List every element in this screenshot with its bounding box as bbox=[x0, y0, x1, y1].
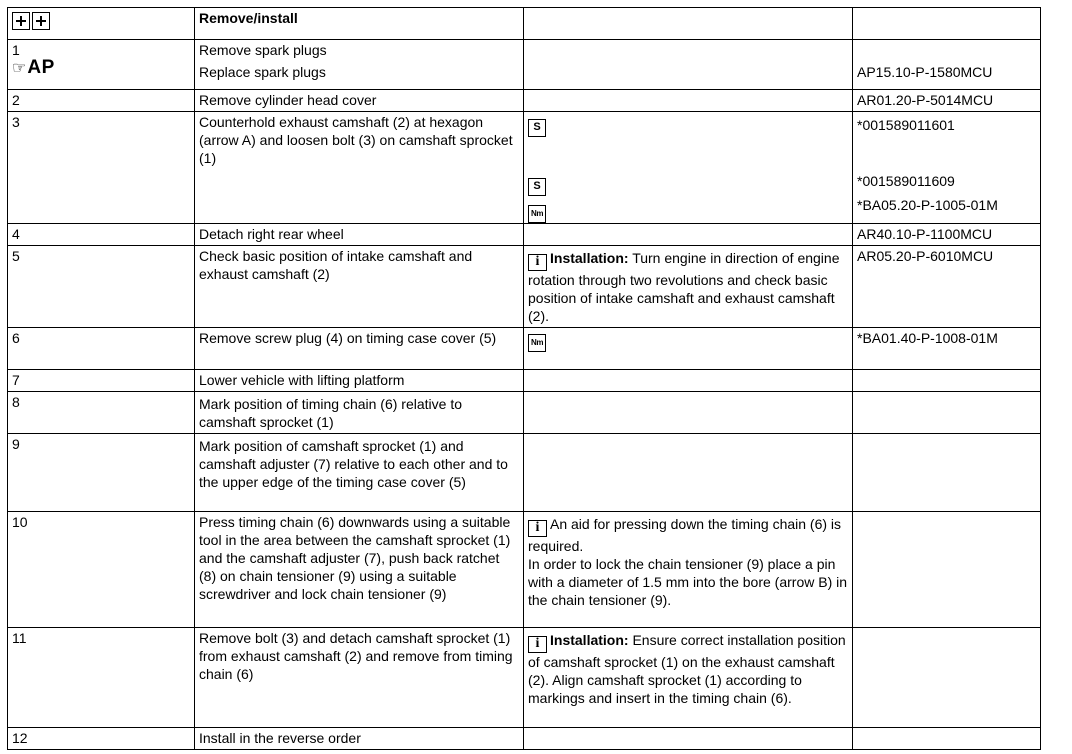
tool-ref-link[interactable]: *001589011601 bbox=[857, 117, 955, 133]
note-cell bbox=[524, 246, 853, 328]
note-cell bbox=[524, 434, 853, 512]
note-text: In order to lock the chain tensioner (9) place a pin with a diameter of 1.5 mm into the bore (arrow B) in the chain tensioner (9). bbox=[528, 556, 848, 608]
table-row bbox=[8, 90, 1041, 112]
header-empty-cell bbox=[853, 8, 1041, 40]
table-row bbox=[8, 392, 1041, 434]
note-cell bbox=[524, 392, 853, 434]
step-cell bbox=[8, 40, 195, 90]
step-number: 12 bbox=[8, 728, 195, 750]
ref-cell bbox=[853, 434, 1041, 512]
info-icon: i bbox=[528, 520, 547, 537]
table-row bbox=[8, 40, 1041, 90]
step-number: 7 bbox=[8, 370, 195, 392]
table-row bbox=[8, 434, 1041, 512]
torque-icon[interactable]: Nm bbox=[528, 205, 546, 223]
document-ref-link[interactable]: AR01.20-P-5014MCU bbox=[853, 90, 1041, 112]
document-ref-link[interactable]: AR05.20-P-6010MCU bbox=[853, 246, 1041, 328]
step-number: 6 bbox=[8, 328, 195, 370]
ap-badge: ☞AP bbox=[12, 57, 55, 78]
table-row bbox=[8, 628, 1041, 728]
step-number: 11 bbox=[8, 628, 195, 728]
ref-cell bbox=[853, 628, 1041, 728]
step-text: Mark position of timing chain (6) relative to camshaft sprocket (1) bbox=[195, 392, 524, 434]
ref-cell bbox=[853, 370, 1041, 392]
note-cell bbox=[524, 728, 853, 750]
pointing-hand-icon: ☞ bbox=[12, 60, 27, 77]
note-cell bbox=[524, 40, 853, 90]
document-ref-link[interactable]: AR40.10-P-1100MCU bbox=[853, 224, 1041, 246]
torque-ref-link[interactable]: *BA01.40-P-1008-01M bbox=[853, 328, 1041, 370]
table-row bbox=[8, 112, 1041, 224]
document-ref-link[interactable]: AP15.10-P-1580MCU bbox=[857, 64, 993, 80]
step-text: Check basic position of intake camshaft and exhaust camshaft (2) bbox=[195, 246, 524, 328]
special-tool-icon[interactable]: S bbox=[528, 119, 546, 137]
install-icon bbox=[32, 12, 50, 30]
info-icon: i bbox=[528, 254, 547, 271]
special-tool-icon[interactable]: S bbox=[528, 178, 546, 196]
ref-cell bbox=[853, 40, 1041, 90]
step-text: Remove bolt (3) and detach camshaft sprocket (1) from exhaust camshaft (2) and remove from timing chain (6) bbox=[195, 628, 524, 728]
note-cell bbox=[524, 90, 853, 112]
step-text: Remove spark plugs bbox=[199, 42, 327, 58]
table-row bbox=[8, 512, 1041, 628]
step-number: 8 bbox=[8, 392, 195, 434]
note-cell bbox=[524, 370, 853, 392]
step-number: 10 bbox=[8, 512, 195, 628]
step-text: Remove screw plug (4) on timing case cover (5) bbox=[195, 328, 524, 370]
table-row bbox=[8, 246, 1041, 328]
note-cell bbox=[524, 628, 853, 728]
note-cell bbox=[524, 224, 853, 246]
table-row bbox=[8, 728, 1041, 750]
torque-icon[interactable]: Nm bbox=[528, 334, 546, 352]
step-text: Mark position of camshaft sprocket (1) and camshaft adjuster (7) relative to each other and to the upper edge of the timing case cover (5) bbox=[195, 434, 524, 512]
tool-ref-link[interactable]: *001589011609 bbox=[857, 173, 955, 189]
step-text: Install in the reverse order bbox=[195, 728, 524, 750]
tools-cell bbox=[524, 328, 853, 370]
table-row bbox=[8, 370, 1041, 392]
table-row bbox=[8, 224, 1041, 246]
note-label: Installation: bbox=[550, 632, 629, 648]
note-text: An aid for pressing down the timing chain (6) is required. bbox=[528, 516, 842, 554]
header-title: Remove/install bbox=[195, 8, 524, 40]
step-text-cell bbox=[195, 40, 524, 90]
table-row bbox=[8, 328, 1041, 370]
ref-cell bbox=[853, 392, 1041, 434]
step-text: Detach right rear wheel bbox=[195, 224, 524, 246]
info-icon: i bbox=[528, 636, 547, 653]
header-icons-cell bbox=[8, 8, 195, 40]
note-cell bbox=[524, 512, 853, 628]
step-text: Remove cylinder head cover bbox=[195, 90, 524, 112]
note-text: Turn engine in direction of engine rotation through two revolutions and check basic position of intake camshaft and exhaust camshaft (2). bbox=[528, 250, 840, 324]
step-number: 9 bbox=[8, 434, 195, 512]
ref-cell bbox=[853, 512, 1041, 628]
tools-cell bbox=[524, 112, 853, 224]
step-number: 2 bbox=[8, 90, 195, 112]
step-text: Replace spark plugs bbox=[199, 64, 326, 80]
step-number: 3 bbox=[8, 112, 195, 224]
note-label: Installation: bbox=[550, 250, 629, 266]
remove-icon bbox=[12, 12, 30, 30]
header-row bbox=[8, 8, 1041, 40]
step-number: 1 bbox=[12, 42, 20, 58]
torque-ref-link[interactable]: *BA05.20-P-1005-01M bbox=[857, 197, 998, 213]
step-number: 4 bbox=[8, 224, 195, 246]
step-number: 5 bbox=[8, 246, 195, 328]
step-text: Counterhold exhaust camshaft (2) at hexagon (arrow A) and loosen bolt (3) on camshaft sprocket (1) bbox=[195, 112, 524, 224]
ref-cell bbox=[853, 112, 1041, 224]
note-text: Ensure correct installation position of camshaft sprocket (1) on the exhaust camshaft (2). Align camshaft sprocket (1) according to markings and insert in the timing chain (6). bbox=[528, 632, 846, 706]
header-empty-cell bbox=[524, 8, 853, 40]
step-text: Lower vehicle with lifting platform bbox=[195, 370, 524, 392]
ref-cell bbox=[853, 728, 1041, 750]
procedure-table bbox=[7, 7, 1041, 750]
step-text: Press timing chain (6) downwards using a suitable tool in the area between the camshaft sprocket (1) and the camshaft adjuster (7), push back ratchet (8) on chain tensioner (9) using a suitable screwdriver and lock chain tensioner (9) bbox=[195, 512, 524, 628]
